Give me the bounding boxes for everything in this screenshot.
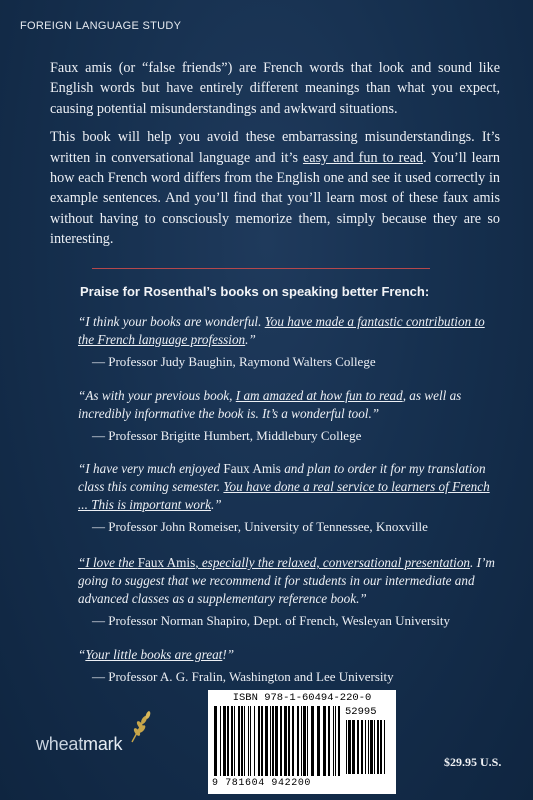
barcode-addon-bars — [346, 720, 390, 776]
intro-paragraph-2: This book will help you avoid these embarrassing misunderstandings. It’s written in conversational language and it’s easy and fun to read. You’ll learn how each French word differs from the English one and see it used correctly in example sentences. And you’ll find that you’ll learn most of these faux amis without having to consciously memorize them, simply because they are so interesting. — [50, 129, 500, 248]
quote-text: “I have very much enjoyed Faux Amis and plan to order it for my translation class this coming semester. You have done a real service to learners of French ... This is important work.” — [78, 461, 490, 512]
intro-text — [50, 58, 500, 258]
price-code: 52995 — [345, 706, 377, 718]
barcode-digits: 9 781604 942200 — [212, 778, 312, 789]
quote-4 — [78, 554, 498, 630]
quote-3 — [78, 460, 498, 536]
barcode-bars — [214, 706, 342, 778]
category-label: FOREIGN LANGUAGE STUDY — [20, 20, 182, 32]
quote-5 — [78, 646, 498, 686]
quote-text: “As with your previous book, I am amazed at how fun to read, as well as incredibly informative the book is. It’s a wonderful tool.” — [78, 388, 462, 421]
quote-text: “I love the Faux Amis, especially the relaxed, conversational presentation. I’m going to suggest that we recommend it for students in our intermediate and advanced classes as a supplementary reference book.” — [78, 555, 495, 606]
intro-paragraph-1: Faux amis (or “false friends”) are French words that look and sound like English words but have entirely different meanings than what you expect, causing potential misunderstandings and awkward situations. — [50, 60, 500, 117]
quote-text: “I think your books are wonderful. You have made a fantastic contribution to the French language profession.” — [78, 314, 485, 347]
divider — [92, 268, 430, 269]
publisher-logo — [36, 710, 168, 760]
quote-text: “Your little books are great!” — [78, 647, 235, 662]
quote-attribution: — Professor Judy Baughin, Raymond Walters College — [92, 354, 376, 369]
price: $29.95 U.S. — [444, 755, 502, 769]
barcode — [208, 690, 396, 794]
quote-attribution: — Professor Norman Shapiro, Dept. of French, Wesleyan University — [92, 613, 450, 628]
wheat-icon — [122, 710, 162, 744]
isbn-text: ISBN 978-1-60494-220-0 — [232, 692, 372, 704]
emphasis-underline: easy and fun to read — [302, 149, 424, 166]
quote-2 — [78, 387, 498, 445]
quote-attribution: — Professor Brigitte Humbert, Middlebury College — [92, 428, 362, 443]
publisher-name: wheatmark — [36, 734, 123, 754]
quote-attribution: — Professor A. G. Fralin, Washington and Lee University — [92, 669, 394, 684]
quote-attribution: — Professor John Romeiser, University of Tennessee, Knoxville — [92, 519, 428, 534]
praise-heading: Praise for Rosenthal’s books on speaking better French: — [80, 284, 430, 299]
quote-1 — [78, 313, 498, 371]
